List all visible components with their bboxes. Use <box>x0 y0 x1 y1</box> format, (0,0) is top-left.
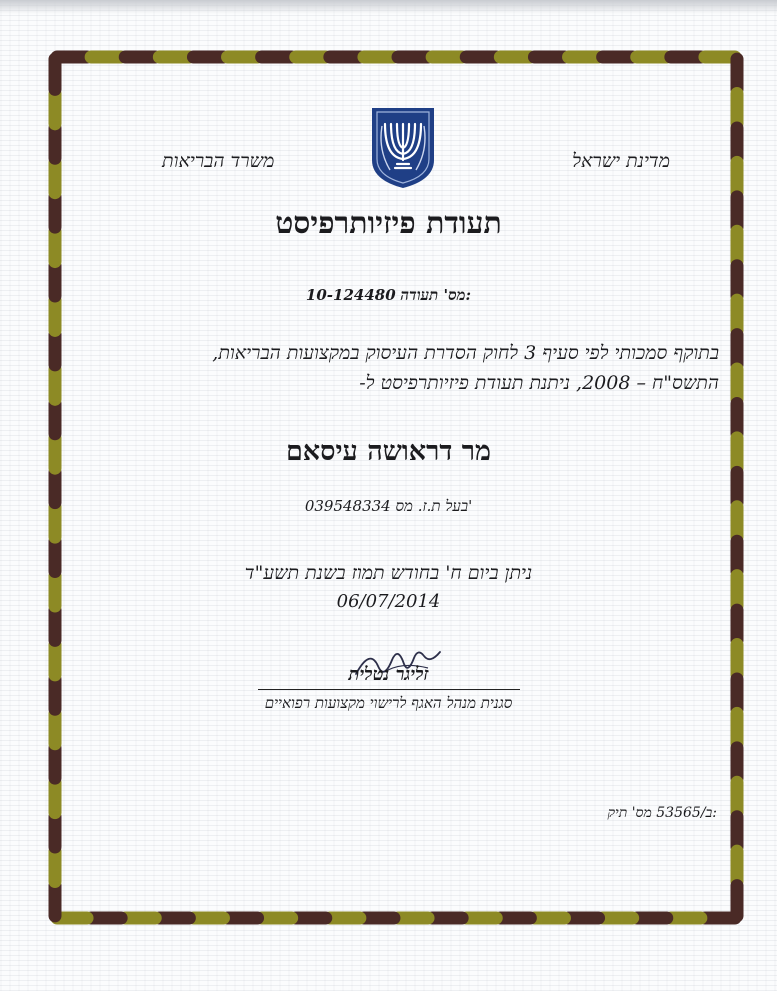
ministry-name: משרד הבריאות <box>162 150 275 172</box>
certificate-number: 10-124480 <box>305 286 396 304</box>
recipient-name: מר דראושה עיסאם <box>285 436 492 467</box>
authority-statement-line-2: התשס"ח – 2008, ניתנת תעודת פיזיותרפיסט ל- <box>359 372 719 394</box>
issue-date-hebrew: ניתן ביום ח' בחודש תמוז בשנת תשע"ד <box>244 562 533 584</box>
id-row <box>0 497 777 516</box>
file-number: ב/53565 <box>656 805 713 821</box>
certificate-number-row <box>0 286 777 305</box>
file-number-row <box>608 805 717 822</box>
state-name: מדינת ישראל <box>572 150 670 172</box>
file-number-label: מס' תיק: <box>607 805 717 821</box>
signature-line <box>258 689 520 690</box>
certificate-number-label: מס' תעודה: <box>400 286 472 304</box>
issue-date: 06/07/2014 <box>336 591 441 612</box>
menorah-emblem-icon <box>368 104 438 190</box>
id-label: בעל ת.ז. מס' <box>395 497 473 515</box>
authority-statement-line-1: בתוקף סמכותי לפי סעיף 3 לחוק הסדרת העיסוק במקצועות הבריאות, <box>212 342 719 364</box>
certificate-title: תעודת פיזיותרפיסט <box>275 206 502 241</box>
signer-name: זליגר נטלית <box>348 664 429 685</box>
id-number: 039548334 <box>304 497 391 515</box>
signer-title: סגנית מנהל האגף לרישוי מקצועות רפואיים <box>264 694 513 712</box>
